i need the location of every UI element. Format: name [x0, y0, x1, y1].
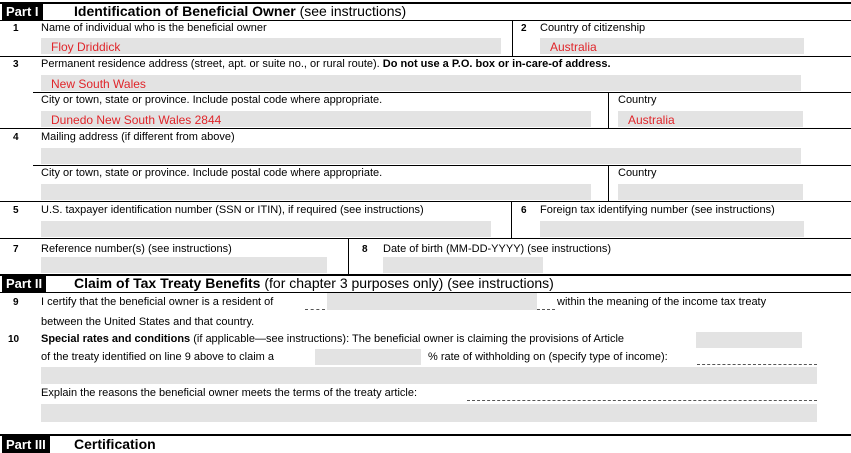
line4-country-label: Country [618, 167, 657, 179]
line3-label-text: Permanent residence address (street, apt. or suite no., or rural route). [41, 58, 380, 70]
line3-label-bold: Do not use a P.O. box or in-care-of address. [382, 58, 611, 70]
foreign-tin-field[interactable] [540, 221, 804, 237]
part2-badge: Part II [2, 275, 46, 292]
line5-number: 5 [13, 205, 19, 216]
treaty-article-field[interactable] [696, 332, 802, 348]
part1-badge: Part I [2, 3, 43, 20]
line3-city-label: City or town, state or province. Include postal code where appropriate. [41, 94, 383, 106]
part3-title [74, 436, 156, 453]
treaty-country-field[interactable] [327, 293, 537, 310]
line4-label: Mailing address (if different from above) [41, 131, 235, 143]
line3-number: 3 [13, 59, 19, 70]
line10-number: 10 [8, 334, 20, 345]
line2-label: Country of citizenship [540, 22, 646, 34]
line5-label: U.S. taxpayer identification number (SSN or ITIN), if required (see instructions) [41, 204, 424, 216]
part1-title-suffix: (see instructions) [299, 3, 407, 19]
part3-title-text: Certification [74, 436, 156, 452]
line10-label-bold: Special rates and conditions [41, 333, 191, 345]
line8-number: 8 [362, 244, 368, 255]
treaty-explanation-field[interactable] [41, 404, 817, 422]
line9-label-b: within the meaning of the income tax treaty [557, 296, 767, 308]
us-tin-field[interactable] [41, 221, 491, 237]
part1-title [74, 3, 406, 20]
mailing-city-field[interactable] [41, 184, 591, 200]
mailing-country-field[interactable] [618, 184, 803, 200]
part2-title-text: Claim of Tax Treaty Benefits [74, 275, 261, 291]
line10-label-d: Explain the reasons the beneficial owner meets the terms of the treaty article: [41, 387, 418, 399]
withholding-rate-field[interactable] [315, 349, 421, 365]
line1-number: 1 [13, 23, 19, 34]
line6-number: 6 [521, 205, 527, 216]
residence-city-value: Dunedo New South Wales 2844 [51, 113, 222, 127]
part3-badge: Part III [2, 436, 50, 453]
reference-number-field[interactable] [41, 257, 327, 273]
line4-city-label: City or town, state or province. Include postal code where appropriate. [41, 167, 383, 179]
line9-label-c: between the United States and that country. [41, 316, 255, 328]
line3-label [41, 58, 611, 71]
line10-label-b: of the treaty identified on line 9 above to claim a [41, 351, 274, 363]
residence-address-field[interactable] [41, 75, 801, 91]
income-type-field[interactable] [41, 367, 817, 384]
part2-title [74, 275, 554, 292]
line6-label: Foreign tax identifying number (see instructions) [540, 204, 775, 216]
beneficial-owner-name-value: Floy Driddick [51, 40, 121, 54]
line7-label: Reference number(s) (see instructions) [41, 243, 232, 255]
line7-number: 7 [13, 244, 19, 255]
line9-number: 9 [13, 297, 19, 308]
line10-label-c: % rate of withholding on (specify type of income): [428, 351, 668, 363]
residence-country-value: Australia [628, 113, 675, 127]
date-of-birth-field[interactable] [383, 257, 543, 273]
line10-label-text: (if applicable—see instructions): The beneficial owner is claiming the provisions of Article [193, 333, 625, 345]
mailing-address-field[interactable] [41, 148, 801, 164]
line8-label: Date of birth (MM-DD-YYYY) (see instructions) [383, 243, 611, 255]
line9-label-a: I certify that the beneficial owner is a resident of [41, 296, 274, 308]
line2-number: 2 [521, 23, 527, 34]
part1-title-text: Identification of Beneficial Owner [74, 3, 296, 19]
part2-title-suffix: (for chapter 3 purposes only) (see instructions) [264, 275, 554, 291]
residence-address-value: New South Wales [51, 77, 146, 91]
line3-country-label: Country [618, 94, 657, 106]
line4-number: 4 [13, 132, 19, 143]
line10-label-a [41, 333, 624, 346]
citizenship-value: Australia [550, 40, 597, 54]
line1-label: Name of individual who is the beneficial owner [41, 22, 267, 34]
